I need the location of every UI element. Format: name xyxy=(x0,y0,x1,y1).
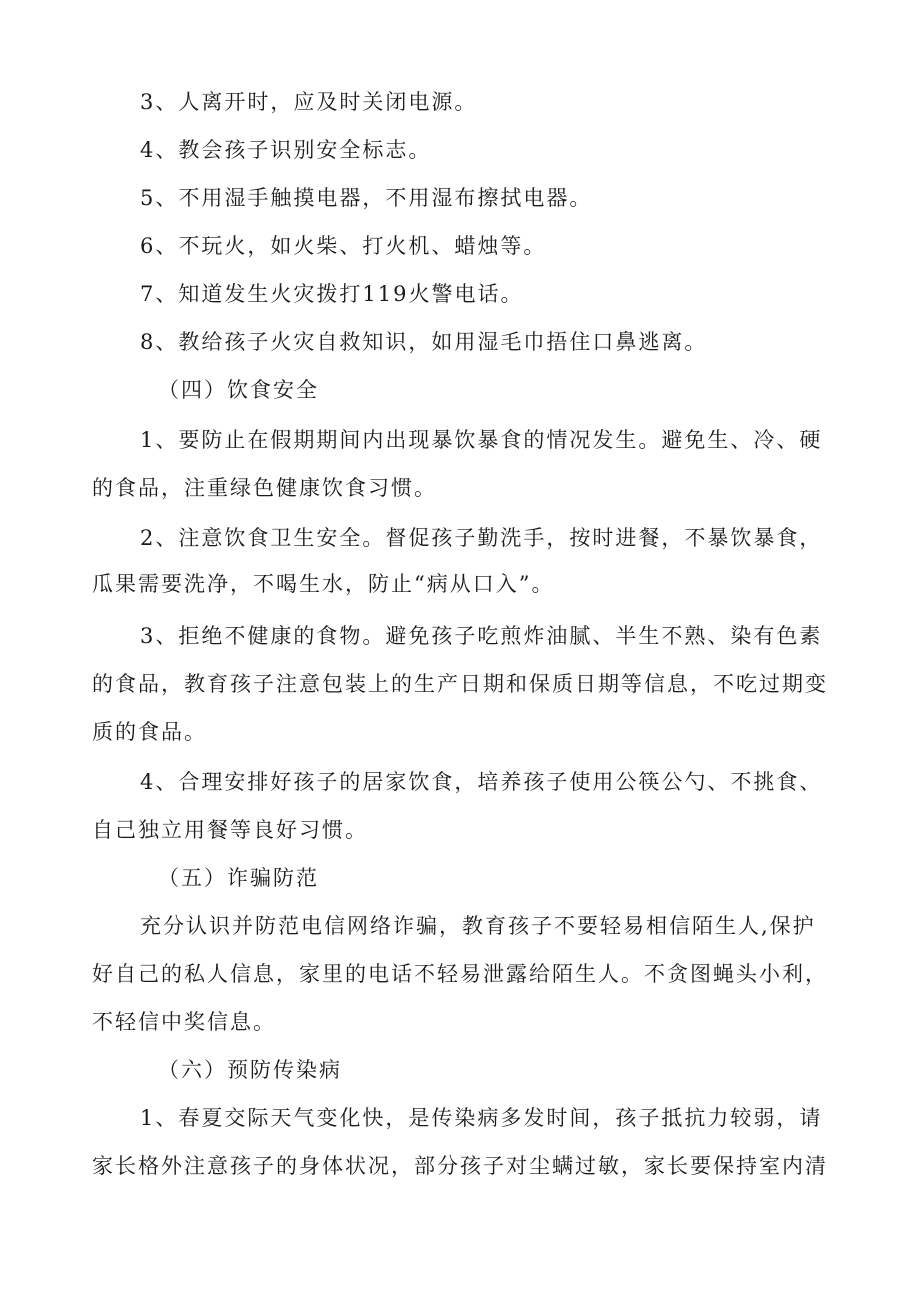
food-p4-line2: 自己独立用餐等良好习惯。 xyxy=(92,818,368,842)
fire-item-7: 7、知道发生火灾拨打119火警电话。 xyxy=(140,282,524,306)
section-heading-disease-prevention: （六）预防传染病 xyxy=(158,1058,342,1082)
fire-item-8: 8、教给孩子火灾自救知识，如用湿毛巾捂住口鼻逃离。 xyxy=(140,330,708,354)
fire-item-3: 3、人离开时，应及时关闭电源。 xyxy=(140,90,478,114)
fire-item-6: 6、不玩火，如火柴、打火机、蜡烛等。 xyxy=(140,234,547,258)
fire-item-4: 4、教会孩子识别安全标志。 xyxy=(140,138,432,162)
food-p1-line1: 1、要防止在假期期间内出现暴饮暴食的情况发生。避免生、冷、硬 xyxy=(140,428,823,452)
fraud-p1-line1: 充分认识并防范电信网络诈骗，教育孩子不要轻易相信陌生人,保护 xyxy=(140,914,816,938)
disease-p1-line1: 1、春夏交际天气变化快，是传染病多发时间，孩子抵抗力较弱，请 xyxy=(140,1106,823,1130)
section-heading-fraud-prevention: （五）诈骗防范 xyxy=(158,866,319,890)
fraud-p1-line3: 不轻信中奖信息。 xyxy=(92,1010,276,1034)
fire-item-5: 5、不用湿手触摸电器，不用湿布擦拭电器。 xyxy=(140,186,593,210)
section-heading-food-safety: （四）饮食安全 xyxy=(158,378,319,402)
food-p1-line2: 的食品，注重绿色健康饮食习惯。 xyxy=(92,476,437,500)
fraud-p1-line2: 好自己的私人信息，家里的电话不轻易泄露给陌生人。不贪图蝇头小利， xyxy=(92,962,828,986)
disease-p1-line2: 家长格外注意孩子的身体状况，部分孩子对尘螨过敏，家长要保持室内清 xyxy=(92,1154,828,1178)
food-p4-line1: 4、合理安排好孩子的居家饮食，培养孩子使用公筷公勺、不挑食、 xyxy=(140,770,823,794)
food-p3-line2: 的食品，教育孩子注意包装上的生产日期和保质日期等信息，不吃过期变 xyxy=(92,672,828,696)
food-p3-line3: 质的食品。 xyxy=(92,720,207,744)
food-p2-line1: 2、注意饮食卫生安全。督促孩子勤洗手，按时进餐，不暴饮暴食， xyxy=(140,526,823,550)
food-p3-line1: 3、拒绝不健康的食物。避免孩子吃煎炸油腻、半生不熟、染有色素 xyxy=(140,624,823,648)
food-p2-line2: 瓜果需要洗净，不喝生水，防止“病从口入”。 xyxy=(92,572,555,596)
